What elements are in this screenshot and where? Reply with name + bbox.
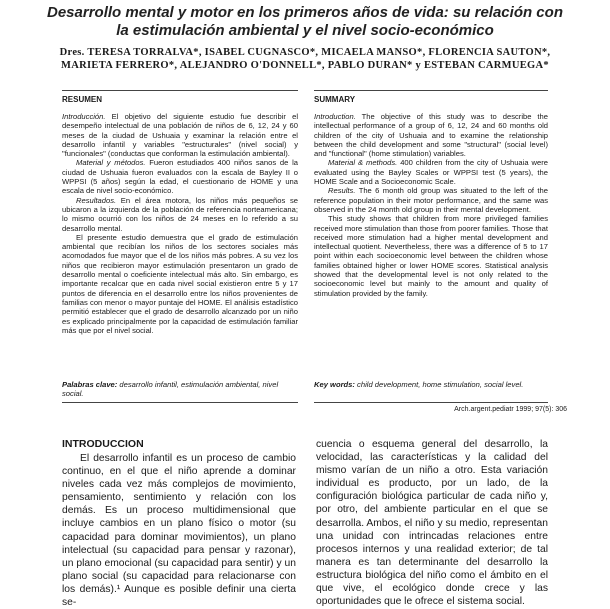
resumen-methods: Material y métodos. Fueron estudiados 400 niños sanos de la ciudad de Ushuaia fueron evaluados con la escala de Bayley II o WPPSI (5 años) según la edad, el cuestionario de HOME y una escala de nivel socio-económico. — [62, 158, 298, 196]
introduccion-heading: INTRODUCCION — [62, 438, 144, 450]
resumen-conclusion: El presente estudio demuestra que el grado de estimulación ambiental que recibían los niños de los sectores sociales más acomodados fue mayor que el de los niños más pobres. A su vez los niños que recibieron mayor estimulación presentaron un grado de desarrollo mental o coeficiente intelectual más alto. Sin embargo, es importante recalcar que en cada nivel social existieron entre 5 y 17 puntos de diferencia en el desarrollo entre los niños provenientes de familias con menor o mayor puntaje del HOME. El análisis estadístico permitió establecer que el grado de desarrollo alcanzado por un niño es explicado principalmente por la capacidad de estimulación familiar más que por el nivel social. — [62, 232, 298, 335]
rule-resumen-top — [62, 90, 298, 91]
intro-left-column — [62, 452, 296, 609]
palabras-clave: Palabras clave: desarrollo infantil, estimulación ambiental, nivel social. — [62, 380, 279, 399]
rule-summary-top — [314, 90, 548, 91]
resumen-text — [62, 112, 298, 335]
resumen-intro: Introducción. El objetivo del siguiente estudio fue describir el desempeño intelectual de una población de niños de 6, 12, 24 y 60 meses de la ciudad de Ushuaia y examinar la relación entre el desarrollo infantil y variables "estructurales" (nivel social) y "funcionales" (conductas que conforman la estimulación ambiental). — [62, 112, 298, 159]
intro-paragraph-1-cont: cuencia o esquema general del desarrollo, la velocidad, las características y la calidad del mismo varían de un niño a otro. Esta variación individual es producto, por un lado, de la configuración biológica particular de cada niño y, por otro, del ambiente particular en el que se desarrolla. Ambos, el niño y su medio, representan una unidad con intrincadas relaciones entre procesos internos y una realidad exterior; de tal manera es tan determinante del desarrollo la estructura biológica del niño como el ámbito en el que vive, el ecológico donde crece y las oportunidades que le ofrece el sistema social. — [316, 439, 548, 608]
article-title: Desarrollo mental y motor en los primeros años de vida: su relación con la estimulación ambiental y el nivel socio-económico — [47, 4, 563, 39]
summary-heading: SUMMARY — [314, 95, 356, 104]
rule-summary-bottom — [314, 402, 548, 403]
summary-methods: Material & methods. 400 children from the city of Ushuaia were evaluated using the Bayley Scales or WPPSI test (5 years), the HOME Scale and a Socioeconomic Scale. — [314, 158, 548, 187]
key-words: Key words: child development, home stimulation, social level. — [314, 380, 524, 389]
journal-citation: Arch.argent.pediatr 1999; 97(5): 306 — [454, 406, 567, 413]
author-list: Dres. TERESA TORRALVA*, ISABEL CUGNASCO*, MICAELA MANSO*, FLORENCIA SAUTON*, MARIETA FERRERO*, ALEJANDRO O'DONNELL*, PABLO DURAN* y ESTEBAN CARMUEGA* — [59, 47, 551, 71]
summary-conclusion: This study shows that children from more privileged families received more stimulation than those from poorer families. Those that received more stimulation had a higher mental development and intellectual quotient. Nevertheless, there was a difference of 5 to 17 point within each socioeconomic level between the children whose families obtained higher or lower HOME scores. Statistical analysis showed that the developmental level is not only related to the socioeconomic level but mainly to the amount and quality of stimulation provided by the family. — [314, 214, 548, 298]
intro-right-column — [316, 438, 548, 608]
summary-text — [314, 112, 548, 298]
rule-resumen-bottom — [62, 402, 298, 403]
intro-paragraph-1: El desarrollo infantil es un proceso de cambio continuo, en el que el niño aprende a dominar niveles cada vez más complejos de movimiento, pensamiento, sentimiento y relación con los demás. Es un proceso multidimensional que incluye cambios en un plano físico o motor (su capacidad para dominar movimientos), un plano intelectual (su capacidad para pensar y razonar), un plano emocional (su capacidad para sentir) y un plano social (su capacidad para relacionarse con los demás).¹ Aunque es posible definir una cierta se- — [62, 453, 296, 609]
resumen-results: Resultados. En el área motora, los niños más pequeños se ubicaron a la izquierda de la población de referencia norteamericana; lo mismo ocurrió con los niños de 24 meses en lo referido a su desarrollo mental. — [62, 195, 298, 233]
summary-intro: Introduction. The objective of this study was to describe the intellectual performance of a group of 6, 12, 24 and 60 months old children of the city of Ushuaia and to examine the relationship between the child development and some "structural" (social level) and "functional" (home stimulation) variables. — [314, 112, 548, 159]
resumen-heading: RESUMEN — [62, 95, 103, 104]
summary-results: Results. The 6 month old group was situated to the left of the reference population in their motor performance, and the same was observed in the 24 month old group in their mental development. — [314, 186, 548, 214]
